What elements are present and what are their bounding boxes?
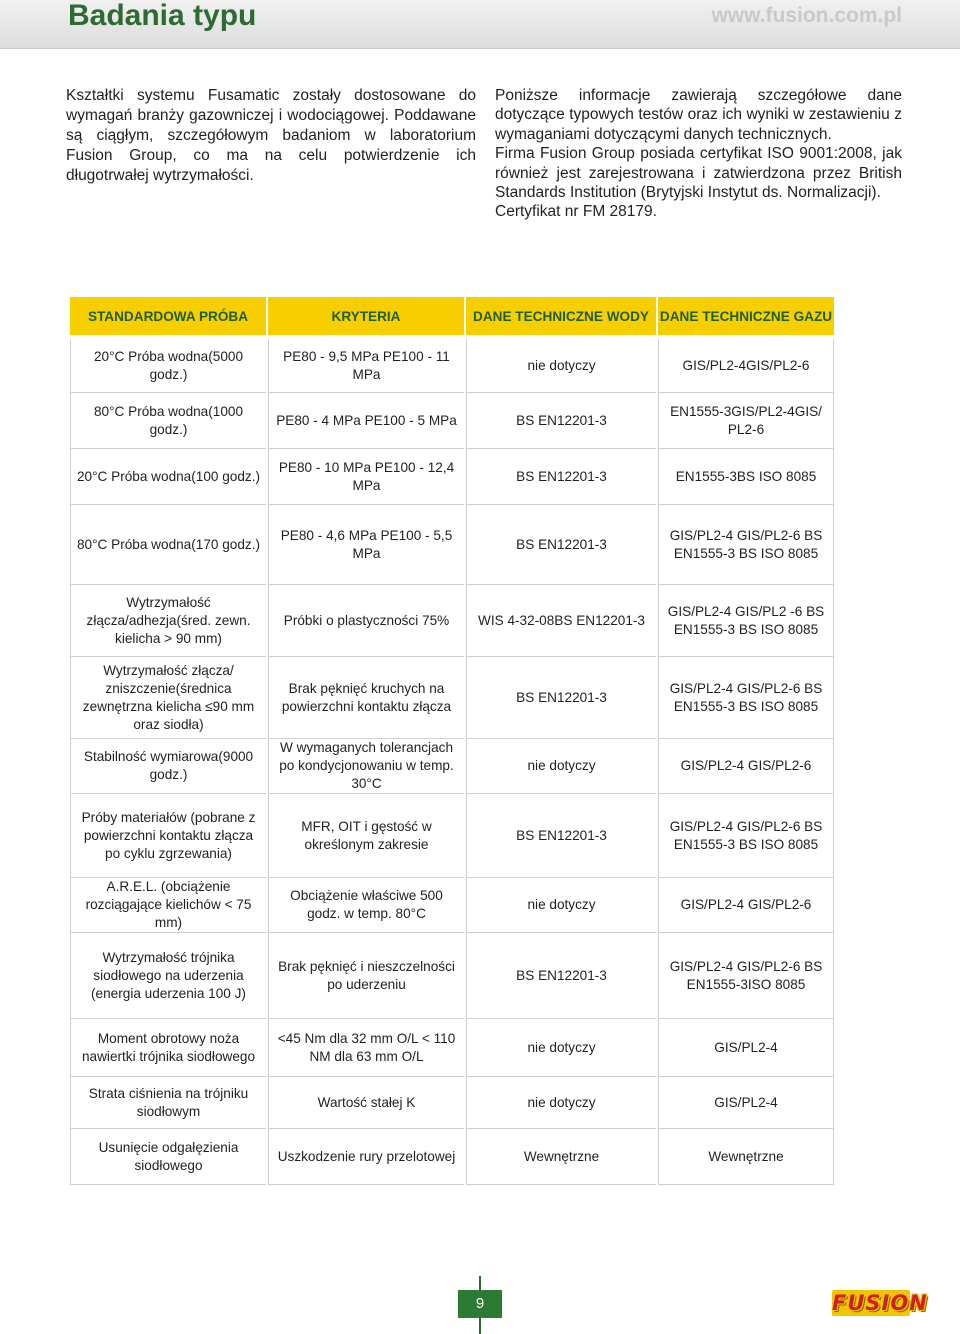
cell-test: 80°C Próba wodna(1000 godz.) xyxy=(70,393,266,449)
cell-water: BS EN12201-3 xyxy=(466,505,656,585)
table-row xyxy=(70,1077,834,1129)
cell-gas: GIS/PL2-4 GIS/PL2-6 BS EN1555-3ISO 8085 xyxy=(658,933,834,1019)
table-row xyxy=(70,933,834,1019)
cell-criteria: W wymaganych tolerancjach po kondycjonowaniu w temp. 30°C xyxy=(268,739,464,794)
cell-criteria: Wartość stałej K xyxy=(268,1077,464,1129)
cell-gas: Wewnętrzne xyxy=(658,1129,834,1185)
cell-criteria: Uszkodzenie rury przelotowej xyxy=(268,1129,464,1185)
cell-gas: GIS/PL2-4GIS/PL2-6 xyxy=(658,339,834,393)
cell-test: Moment obrotowy noża nawiertki trójnika siodłowego xyxy=(70,1019,266,1077)
cell-test: 20°C Próba wodna(100 godz.) xyxy=(70,449,266,505)
cell-water: nie dotyczy xyxy=(466,1077,656,1129)
intro-left-text: Kształtki systemu Fusamatic zostały dostosowane do wymagań branży gazowniczej i wodociągowej. Poddawane są ciągłym, szczegółowym badaniom w laboratorium Fusion Group, co ma na celu potwierdzenie ich długotrwałej wytrzymałości. xyxy=(66,87,476,184)
cell-gas: GIS/PL2-4 GIS/PL2-6 BS EN1555-3 BS ISO 8085 xyxy=(658,657,834,739)
cell-water: nie dotyczy xyxy=(466,878,656,933)
cell-water: WIS 4-32-08BS EN12201-3 xyxy=(466,585,656,657)
type-tests-table xyxy=(68,297,836,1185)
cell-criteria: PE80 - 9,5 MPa PE100 - 11 MPa xyxy=(268,339,464,393)
header-water-data: DANE TECHNICZNE WODY xyxy=(466,297,656,339)
cell-gas: GIS/PL2-4 GIS/PL2-6 BS EN1555-3 BS ISO 8085 xyxy=(658,505,834,585)
intro-right-text xyxy=(495,86,902,222)
intro-paragraph-1: Poniższe informacje zawierają szczegółowe dane dotyczące typowych testów oraz ich wyniki w zestawieniu z wymaganiami dotyczącymi danych technicznych. xyxy=(495,87,902,143)
cell-gas: GIS/PL2-4 GIS/PL2-6 BS EN1555-3 BS ISO 8085 xyxy=(658,794,834,878)
cell-gas: GIS/PL2-4 xyxy=(658,1077,834,1129)
cell-water: nie dotyczy xyxy=(466,339,656,393)
fusion-logo xyxy=(832,1290,928,1316)
header-gas-data: DANE TECHNICZNE GAZU xyxy=(658,297,834,339)
cell-criteria: PE80 - 10 MPa PE100 - 12,4 MPa xyxy=(268,449,464,505)
cell-water: nie dotyczy xyxy=(466,1019,656,1077)
cell-water: BS EN12201-3 xyxy=(466,657,656,739)
cell-criteria: Brak pęknięć kruchych na powierzchni kontaktu złącza xyxy=(268,657,464,739)
intro-paragraph-3: Certyfikat nr FM 28179. xyxy=(495,203,657,221)
table-row xyxy=(70,739,834,794)
intro-paragraph-2: Firma Fusion Group posiada certyfikat ISO 9001:2008, jak również jest zarejestrowana i zatwierdzona przez British Standards Institution (Brytyjski Instytut ds. Normalizacji). xyxy=(495,145,902,202)
header-standard-test: STANDARDOWA PRÓBA xyxy=(70,297,266,339)
table-row xyxy=(70,505,834,585)
cell-criteria: Obciążenie właściwe 500 godz. w temp. 80°C xyxy=(268,878,464,933)
page-header xyxy=(0,0,960,49)
cell-test: Stabilność wymiarowa(9000 godz.) xyxy=(70,739,266,794)
cell-water: BS EN12201-3 xyxy=(466,449,656,505)
page-number: 9 xyxy=(458,1290,502,1318)
cell-test: Wytrzymałość trójnika siodłowego na uderzenia (energia uderzenia 100 J) xyxy=(70,933,266,1019)
cell-test: Próby materiałów (pobrane z powierzchni kontaktu złącza po cyklu zgrzewania) xyxy=(70,794,266,878)
cell-criteria: Brak pęknięć i nieszczelności po uderzeniu xyxy=(268,933,464,1019)
cell-gas: EN1555-3GIS/PL2-4GIS/ PL2-6 xyxy=(658,393,834,449)
cell-gas: GIS/PL2-4 GIS/PL2 -6 BS EN1555-3 BS ISO 8085 xyxy=(658,585,834,657)
table-row xyxy=(70,878,834,933)
table-header-row xyxy=(70,297,834,339)
table-row xyxy=(70,393,834,449)
site-url[interactable]: www.fusion.com.pl xyxy=(711,4,902,27)
cell-water: nie dotyczy xyxy=(466,739,656,794)
cell-test: 20°C Próba wodna(5000 godz.) xyxy=(70,339,266,393)
table-row xyxy=(70,1129,834,1185)
cell-test: Wytrzymałość złącza/adhezja(śred. zewn. kielicha > 90 mm) xyxy=(70,585,266,657)
cell-test: Usunięcie odgałęzienia siodłowego xyxy=(70,1129,266,1185)
cell-criteria: MFR, OIT i gęstość w określonym zakresie xyxy=(268,794,464,878)
table-row xyxy=(70,449,834,505)
cell-test: A.R.E.L. (obciążenie rozciągające kielichów < 75 mm) xyxy=(70,878,266,933)
header-criteria: KRYTERIA xyxy=(268,297,464,339)
cell-water: BS EN12201-3 xyxy=(466,393,656,449)
cell-gas: EN1555-3BS ISO 8085 xyxy=(658,449,834,505)
table-row xyxy=(70,657,834,739)
cell-criteria: PE80 - 4 MPa PE100 - 5 MPa xyxy=(268,393,464,449)
cell-water: BS EN12201-3 xyxy=(466,794,656,878)
table-row xyxy=(70,794,834,878)
table-row xyxy=(70,585,834,657)
cell-water: BS EN12201-3 xyxy=(466,933,656,1019)
cell-gas: GIS/PL2-4 GIS/PL2-6 xyxy=(658,878,834,933)
cell-criteria: <45 Nm dla 32 mm O/L < 110 NM dla 63 mm O/L xyxy=(268,1019,464,1077)
table-row xyxy=(70,339,834,393)
cell-water: Wewnętrzne xyxy=(466,1129,656,1185)
cell-gas: GIS/PL2-4 xyxy=(658,1019,834,1077)
cell-criteria: Próbki o plastyczności 75% xyxy=(268,585,464,657)
cell-test: Strata ciśnienia na trójniku siodłowym xyxy=(70,1077,266,1129)
table-row xyxy=(70,1019,834,1077)
page-title: Badania typu xyxy=(68,0,257,32)
cell-gas: GIS/PL2-4 GIS/PL2-6 xyxy=(658,739,834,794)
cell-criteria: PE80 - 4,6 MPa PE100 - 5,5 MPa xyxy=(268,505,464,585)
logo-wordmark: FUSION xyxy=(832,1291,928,1315)
cell-test: 80°C Próba wodna(170 godz.) xyxy=(70,505,266,585)
cell-test: Wytrzymałość złącza/ zniszczenie(średnica zewnętrzna kielicha ≤90 mm oraz siodła) xyxy=(70,657,266,739)
